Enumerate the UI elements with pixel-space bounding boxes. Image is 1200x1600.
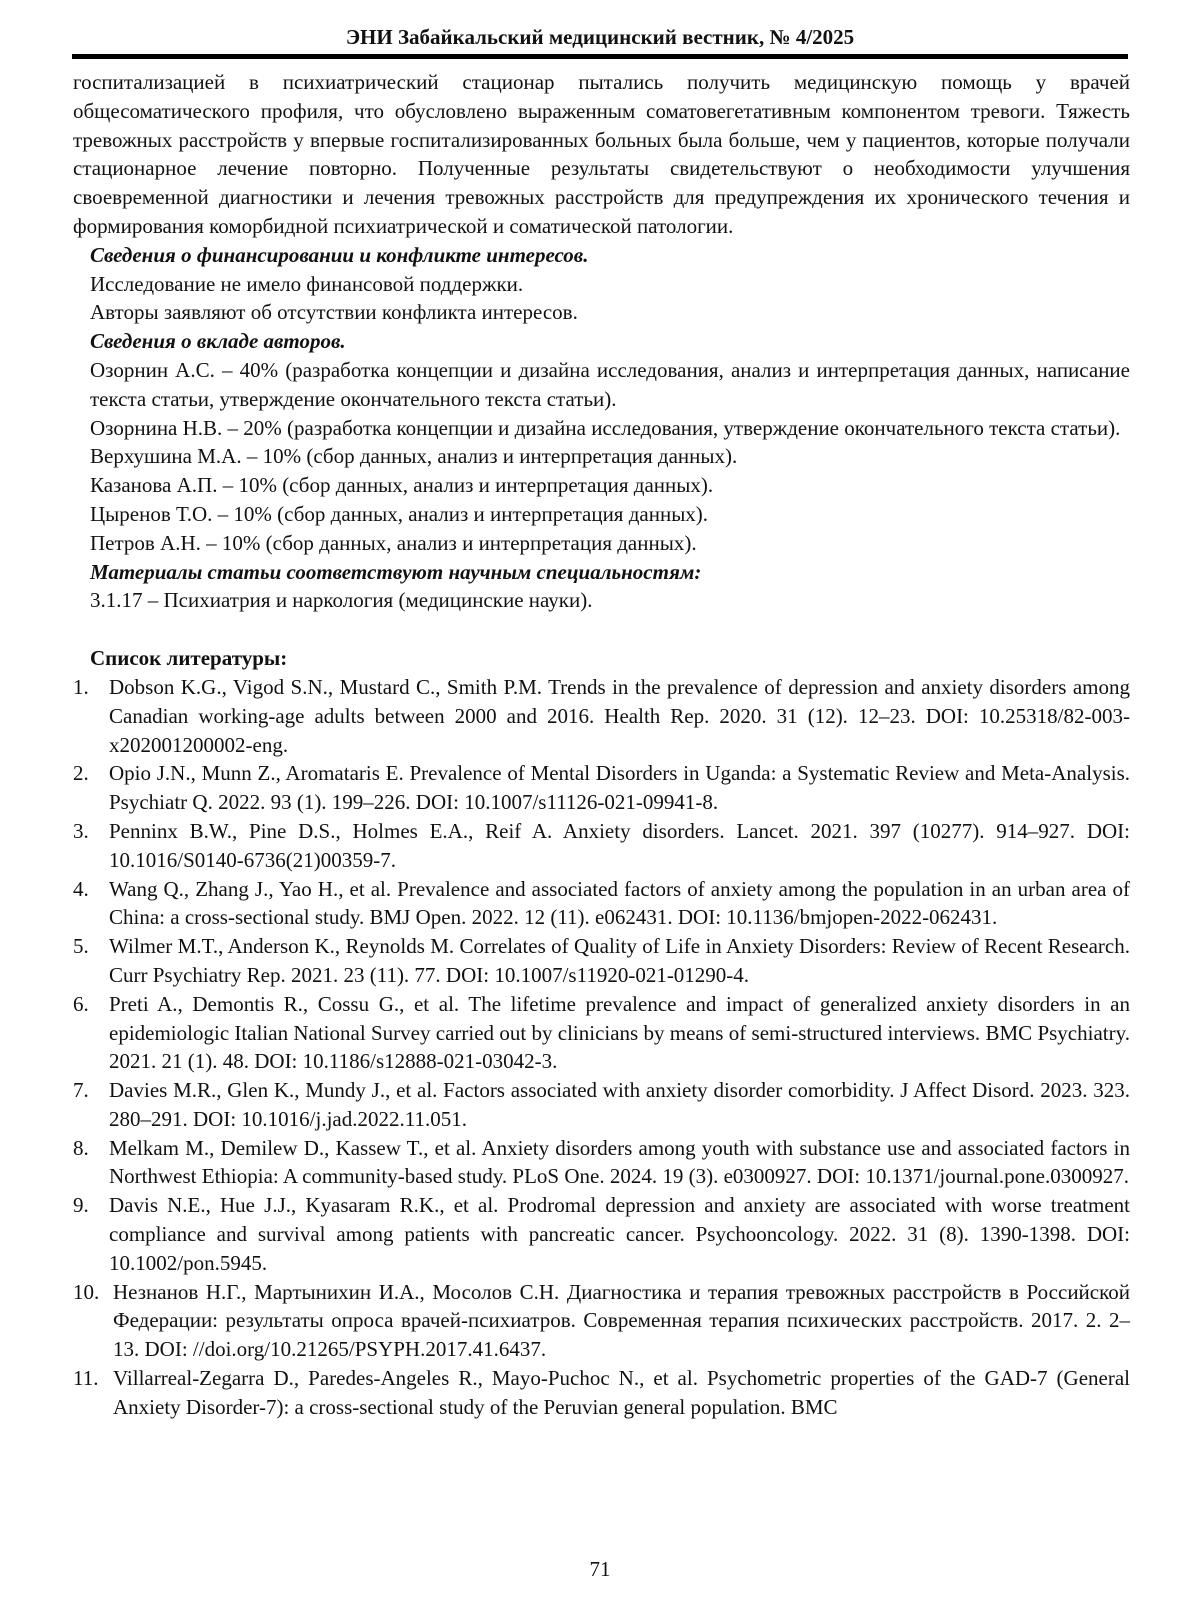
reference-item: [73, 1278, 1130, 1364]
specialties-heading: Материалы статьи соответствуют научным специальностям:: [90, 559, 702, 584]
reference-number: 5.: [73, 934, 89, 959]
reference-item: [73, 1134, 1130, 1192]
contribution-item: Казанова А.П. – 10% (сбор данных, анализ и интерпретация данных).: [90, 473, 714, 498]
section-spacer: [73, 615, 1130, 644]
reference-number: 1.: [73, 674, 89, 699]
reference-item: [73, 673, 1130, 759]
reference-text: Dobson K.G., Vigod S.N., Mustard C., Smith P.M. Trends in the prevalence of depression and anxiety disorders among Canadian working-age adults between 2000 and 2016. Health Rep. 2020. 31 (12). 12–23. DOI: 10.25318/82-003-x202001200002-eng.: [109, 674, 1130, 757]
reference-list: [73, 673, 1130, 1422]
reference-text: Wang Q., Zhang J., Yao H., et al. Prevalence and associated factors of anxiety among the population in an urban area of China: a cross-sectional study. BMJ Open. 2022. 12 (11). e062431. DOI: 10.1136/bmjopen-2022-062431.: [109, 876, 1130, 930]
reference-item: [73, 990, 1130, 1076]
contribution-item: Озорнина Н.В. – 20% (разработка концепции и дизайна исследования, утверждение окончательного текста статьи).: [90, 415, 1121, 440]
page-body: [73, 68, 1130, 1422]
reference-text: Davis N.E., Hue J.J., Kyasaram R.K., et al. Prodromal depression and anxiety are associated with worse treatment compliance and survival among patients with pancreatic cancer. Psychooncology. 2022. 31 (8). 1390-1398. DOI: 10.1002/pon.5945.: [109, 1193, 1130, 1275]
reference-number: 2.: [73, 761, 89, 786]
conflict-line: Авторы заявляют об отсутствии конфликта интересов.: [90, 300, 578, 325]
reference-number: 3.: [73, 818, 89, 843]
reference-text: Opio J.N., Munn Z., Aromataris E. Prevalence of Mental Disorders in Uganda: a Systematic Review and Meta-Analysis. Psychiatr Q. 2022. 93 (1). 199–226. DOI: 10.1007/s11126-021-09941-8.: [109, 761, 1130, 815]
reference-text: Melkam M., Demilew D., Kassew T., et al. Anxiety disorders among youth with substance use and associated factors in Northwest Ethiopia: A community-based study. PLoS One. 2024. 19 (3). e0300927. DOI: 10.1371/journal.pone.0300927.: [109, 1135, 1130, 1189]
reference-text: Penninx B.W., Pine D.S., Holmes E.A., Reif A. Anxiety disorders. Lancet. 2021. 397 (10277). 914–927. DOI: 10.1016/S0140-6736(21)00359-7.: [109, 818, 1130, 872]
reference-item: [73, 1076, 1130, 1134]
contribution-item: Озорнин А.С. – 40% (разработка концепции и дизайна исследования, анализ и интерпретация данных, написание текста статьи, утверждение окончательного текста статьи).: [90, 357, 1130, 411]
reference-text: Preti A., Demontis R., Cossu G., et al. The lifetime prevalence and impact of generalized anxiety disorders in an epidemiologic Italian National Survey carried out by clinicians by means of semi-structured interviews. BMC Psychiatry. 2021. 21 (1). 48. DOI: 10.1186/s12888-021-03042-3.: [109, 991, 1130, 1074]
running-header: ЭНИ Забайкальский медицинский вестник, № 4/2025: [345, 25, 855, 49]
reference-number: 8.: [73, 1135, 89, 1160]
reference-item: [73, 1191, 1130, 1277]
reference-item: [73, 817, 1130, 875]
reference-item: [73, 875, 1130, 933]
reference-item: [73, 759, 1130, 817]
reference-text: Davies M.R., Glen K., Mundy J., et al. Factors associated with anxiety disorder comorbidity. J Affect Disord. 2023. 323. 280–291. DOI: 10.1016/j.jad.2022.11.051.: [109, 1078, 1130, 1131]
references-heading: Список литературы:: [90, 646, 288, 671]
contribution-item: Петров А.Н. – 10% (сбор данных, анализ и интерпретация данных).: [90, 530, 697, 555]
contribution-item: Верхушина М.А. – 10% (сбор данных, анализ и интерпретация данных).: [90, 444, 738, 469]
reference-number: 11.: [73, 1366, 99, 1391]
reference-number: 10.: [73, 1279, 100, 1304]
reference-number: 6.: [73, 991, 89, 1016]
reference-number: 4.: [73, 876, 89, 901]
page-number: 71: [589, 1557, 611, 1581]
reference-item: [73, 932, 1130, 990]
reference-number: 7.: [73, 1078, 89, 1103]
specialties-value: 3.1.17 – Психиатрия и наркология (медицинские науки).: [90, 588, 593, 613]
reference-text: Wilmer M.T., Anderson K., Reynolds M. Correlates of Quality of Life in Anxiety Disorders: Review of Recent Research. Curr Psychiatry Rep. 2021. 23 (11). 77. DOI: 10.1007/s11920-021-01290-4.: [109, 934, 1130, 987]
reference-text: Незнанов Н.Г., Мартынихин И.А., Мосолов С.Н. Диагностика и терапия тревожных расстройств в Российской Федерации: результаты опроса врачей-психиатров. Современная терапия психических расстройств. 2017. 2. 2–13. DOI: //doi.org/10.21265/PSYPH.2017.41.6437.: [113, 1279, 1130, 1362]
reference-text: Villarreal-Zegarra D., Paredes-Angeles R., Mayo-Puchoc N., et al. Psychometric properties of the GAD-7 (General Anxiety Disorder-7): a cross-sectional study of the Peruvian general population. BMC: [113, 1366, 1130, 1419]
reference-item: [73, 1364, 1130, 1422]
funding-heading: Сведения о финансировании и конфликте интересов.: [90, 242, 589, 267]
funding-line: Исследование не имело финансовой поддержки.: [90, 271, 524, 296]
contribution-item: Цыренов Т.О. – 10% (сбор данных, анализ и интерпретация данных).: [90, 501, 709, 526]
header-rule: [72, 54, 1128, 59]
contributions-heading: Сведения о вкладе авторов.: [90, 329, 346, 354]
reference-number: 9.: [73, 1193, 89, 1218]
intro-paragraph: госпитализацией в психиатрический стационар пытались получить медицинскую помощь у врачей общесоматического профиля, что обусловлено выраженным соматовегетативным компонентом тревоги. Тяжесть тревожных расстройств у впервые госпитализированных больных была больше, чем у пациентов, которые получали стационарное лечение повторно. Полученные результаты свидетельствуют о необходимости улучшения своевременной диагностики и лечения тревожных расстройств для предупреждения их хронического течения и формирования коморбидной психиатрической и соматической патологии.: [73, 70, 1130, 238]
